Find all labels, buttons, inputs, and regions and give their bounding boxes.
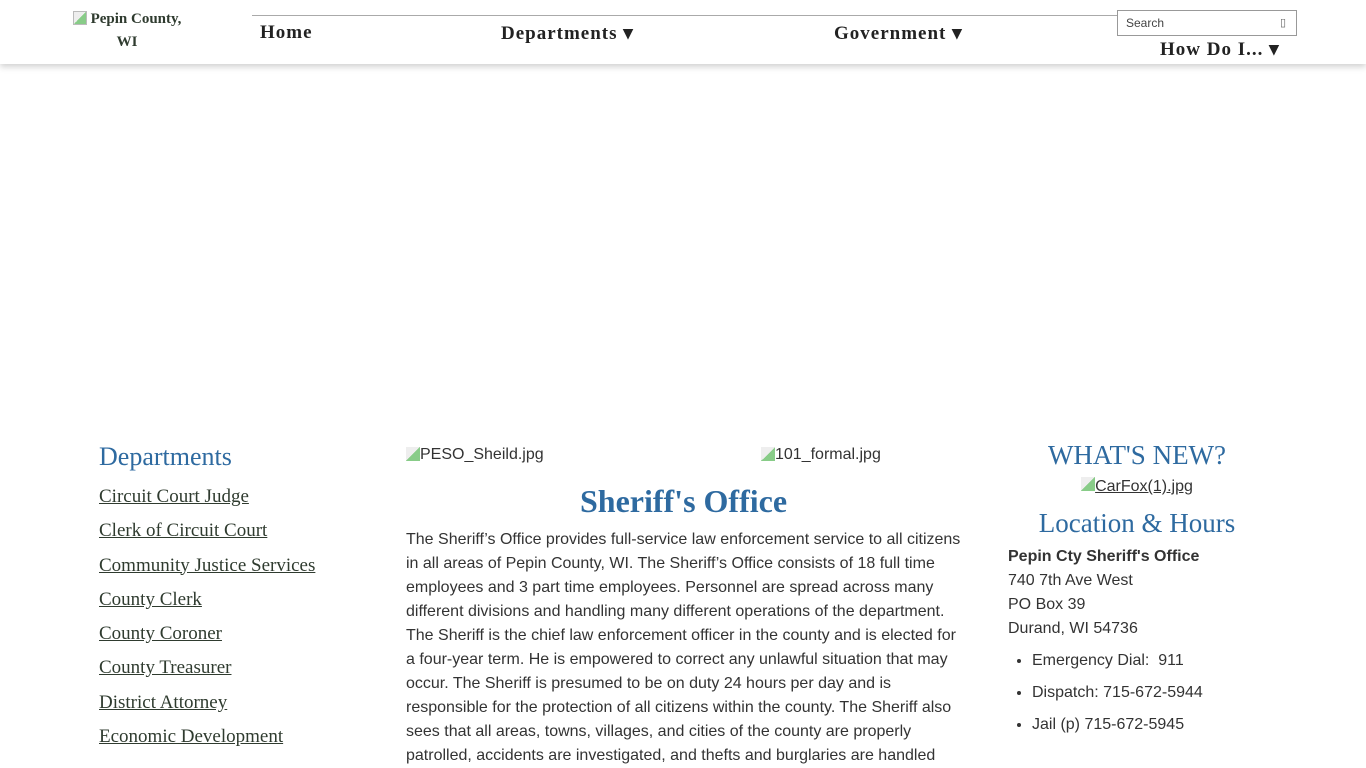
carfox-image-link[interactable] <box>1008 477 1266 496</box>
search-input[interactable] <box>1117 10 1297 36</box>
sidebar-link[interactable]: County Clerk <box>99 588 202 610</box>
broken-image-icon <box>73 11 87 25</box>
sidebar-link[interactable]: County Treasurer <box>99 657 232 679</box>
sidebar-link[interactable]: Economic Development <box>99 726 284 748</box>
page-title: Sheriff's Office <box>579 483 788 519</box>
logo-alt-text: Pepin County, WI <box>90 11 182 50</box>
location-heading: Location & Hours <box>1038 508 1236 538</box>
image-alt: CarFox(1).jpg <box>1095 478 1193 495</box>
right-sidebar <box>1008 440 1266 745</box>
contact-list <box>1008 649 1266 737</box>
page-body: The Sheriff’s Office provides full-service law enforcement service to all citizens in all areas of Pepin County, WI. The Sheriff’s Office consists of 18 full time employees and 3 part time employees. Personnel are spread across many different divisions and handling many different operations of the department. The Sheriff is the chief law enforcement officer in the county and is elected for a four-year term. He is empowered to correct any unlawful situation that may occur. The Sheriff is presumed to be on duty 24 hours per day and is responsible for the protection of all citizens within the county. The Sheriff also sees that all areas, towns, villages, and cities of the county are properly patrolled, accidents are investigated, and thefts and burglaries are handled <box>406 531 961 764</box>
address-block <box>1008 545 1266 641</box>
image-alt: PESO_Sheild.jpg <box>420 446 544 463</box>
broken-image-icon <box>1081 477 1095 491</box>
search-icon[interactable]: ▯ <box>1279 17 1286 29</box>
address-line: 740 7th Ave West <box>1008 572 1133 589</box>
contact-item: • Dispatch: 715-672-5944 <box>1032 681 1266 705</box>
contact-item: • Jail (p) 715-672-5945 <box>1032 713 1266 737</box>
broken-image-icon <box>406 447 420 461</box>
address-line: Durand, WI 54736 <box>1008 620 1138 637</box>
logo-link[interactable] <box>62 8 192 54</box>
peso-shield-image <box>406 446 544 464</box>
sidebar-link[interactable]: Clerk of Circuit Court <box>99 520 268 542</box>
sidebar-link[interactable]: Circuit Court Judge <box>99 486 249 507</box>
nav-departments[interactable]: Departments ▾ <box>501 23 634 44</box>
sidebar-link[interactable]: Community Justice Services <box>99 554 316 576</box>
sidebar-link[interactable]: District Attorney <box>99 691 228 713</box>
nav-home[interactable]: Home <box>260 22 313 43</box>
broken-image-icon <box>761 447 775 461</box>
sidebar-link[interactable]: County Coroner <box>99 623 222 645</box>
address-line: PO Box 39 <box>1008 596 1086 613</box>
contact-item: • Emergency Dial: 911 <box>1032 649 1266 673</box>
sidebar-heading: Departments <box>99 442 232 471</box>
image-alt: 101_formal.jpg <box>775 446 881 463</box>
nav-how-do-i[interactable]: How Do I... ▾ <box>1160 39 1280 60</box>
search-placeholder: Search <box>1126 16 1165 30</box>
site-header <box>0 0 1366 64</box>
formal-image <box>761 446 881 464</box>
nav-government[interactable]: Government ▾ <box>834 23 963 44</box>
office-name: Pepin Cty Sheriff's Office <box>1008 548 1200 565</box>
whats-new-heading: WHAT'S NEW? <box>1047 440 1227 470</box>
departments-sidebar <box>99 442 315 754</box>
